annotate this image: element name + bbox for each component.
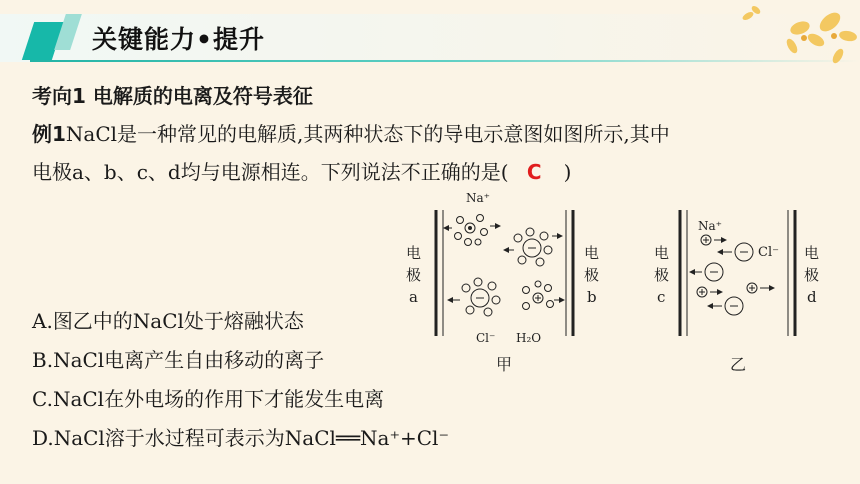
yi-right-electrode-2: 极 [804, 266, 820, 284]
option-b-letter: B. [32, 348, 54, 372]
jia-left-electrode-3: a [409, 288, 418, 306]
jia-right-electrode-2: 极 [584, 266, 600, 284]
yi-cl-label: Cl⁻ [758, 245, 779, 260]
jia-caption: 甲 [496, 355, 513, 374]
jia-water-label: H₂O [516, 331, 542, 345]
answer-letter: C [526, 160, 542, 184]
question-heading: 考向1 电解质的电离及符号表征 [32, 84, 313, 108]
question-line-2 [32, 156, 571, 185]
conduction-diagram [400, 188, 840, 378]
option-a-letter: A. [32, 309, 53, 333]
option-d-text: NaCl溶于水过程可表示为NaCl══Na⁺+Cl⁻ [53, 426, 450, 450]
flower-decoration-icon [730, 0, 860, 70]
option-c [32, 383, 384, 412]
jia-right-electrode-1: 电 [584, 244, 600, 262]
option-b-text: NaCl电离产生自由移动的离子 [53, 348, 325, 372]
question-line-1 [32, 118, 670, 147]
section-title: 关键能力•提升 [92, 25, 265, 54]
yi-left-electrode-3: c [657, 288, 666, 306]
question-close-paren: ) [563, 160, 572, 184]
option-c-text: NaCl在外电场的作用下才能发生电离 [52, 387, 385, 411]
yi-na-label: Na⁺ [698, 219, 722, 233]
option-a-text: 图乙中的NaCl处于熔融状态 [52, 309, 304, 333]
example-label: 例1 [32, 122, 66, 146]
yi-left-electrode-2: 极 [654, 266, 670, 284]
jia-cl-label: Cl⁻ [476, 331, 496, 345]
option-b [32, 344, 324, 373]
question-text-2: 电极a、b、c、d均与电源相连。下列说法不正确的是( [32, 160, 509, 184]
yi-right-electrode-3: d [807, 288, 817, 306]
jia-left-electrode-1: 电 [406, 244, 422, 262]
jia-right-electrode-3: b [587, 288, 597, 306]
yi-right-electrode-1: 电 [804, 244, 820, 262]
question-text-1: NaCl是一种常见的电解质,其两种状态下的导电示意图如图所示,其中 [65, 122, 670, 146]
option-d [32, 422, 449, 451]
jia-left-electrode-2: 极 [406, 266, 422, 284]
yi-left-electrode-1: 电 [654, 244, 670, 262]
yi-caption: 乙 [730, 355, 747, 374]
option-d-letter: D. [32, 426, 54, 450]
jia-na-label: Na⁺ [466, 191, 490, 205]
option-c-letter: C. [32, 387, 53, 411]
diagram-jia [406, 191, 599, 374]
diagram-yi [654, 210, 819, 374]
option-a [32, 305, 304, 334]
